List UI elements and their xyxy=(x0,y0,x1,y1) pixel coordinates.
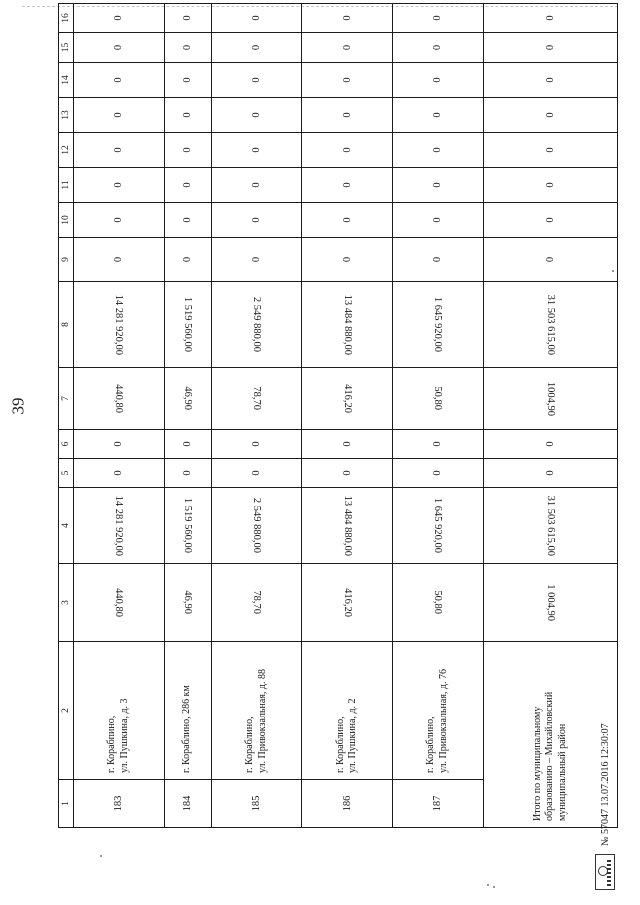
total-label-line: образованию – Михайловский xyxy=(544,691,556,821)
cell: 0 xyxy=(164,133,211,168)
cell: 0 xyxy=(393,63,484,98)
address-line: ул. Привокзальная, д. 88 xyxy=(256,668,268,773)
value-amount: 13 484 880,00 xyxy=(341,294,353,355)
cell: 0 xyxy=(393,4,484,33)
table-row xyxy=(164,4,211,828)
stamp-row xyxy=(590,620,620,890)
cell: 0 xyxy=(393,459,484,488)
total-value-cell xyxy=(483,282,617,368)
scan-speck xyxy=(100,855,102,857)
col-header: 8 xyxy=(59,282,74,368)
value-amount: 1 519 560,00 xyxy=(182,296,194,353)
row-number: 184 xyxy=(164,780,211,828)
value-cell xyxy=(164,282,211,368)
row-number: 183 xyxy=(74,780,165,828)
value-cell xyxy=(211,282,302,368)
scan-speck xyxy=(612,270,614,272)
cell: 0 xyxy=(483,98,617,133)
rotated-table-container xyxy=(58,13,618,828)
col-header: 6 xyxy=(59,430,74,459)
cell: 0 xyxy=(74,133,165,168)
cell: 0 xyxy=(74,430,165,459)
cell: 0 xyxy=(483,133,617,168)
cell: 0 xyxy=(211,168,302,203)
area-cell xyxy=(302,368,393,430)
cell: 0 xyxy=(164,98,211,133)
cell: 0 xyxy=(164,203,211,238)
area-value: 46,90 xyxy=(182,386,194,411)
table-row xyxy=(393,4,484,828)
address-line: г. Кораблино, xyxy=(334,716,346,773)
cell: 0 xyxy=(211,238,302,282)
area-value: 78,70 xyxy=(251,590,263,615)
address-line: ул. Пушкина, д. 2 xyxy=(347,698,359,773)
value-amount: 14 281 920,00 xyxy=(113,294,125,355)
value-cell xyxy=(74,282,165,368)
cell: 0 xyxy=(483,63,617,98)
table-row xyxy=(211,4,302,828)
cell: 0 xyxy=(393,238,484,282)
address-cell xyxy=(211,642,302,780)
cell: 0 xyxy=(393,430,484,459)
value-cell xyxy=(164,488,211,564)
value-cell xyxy=(211,488,302,564)
property-table xyxy=(58,3,618,828)
table-row xyxy=(302,4,393,828)
cell: 0 xyxy=(483,238,617,282)
cell: 0 xyxy=(483,203,617,238)
col-header: 5 xyxy=(59,459,74,488)
value-amount: 1 645 920,00 xyxy=(432,296,444,353)
value-cell xyxy=(302,488,393,564)
total-label-line: муниципальный район xyxy=(556,723,568,821)
cell: 0 xyxy=(393,203,484,238)
total-area-cell xyxy=(483,368,617,430)
area-value: 50,80 xyxy=(432,386,444,411)
col-header: 11 xyxy=(59,168,74,203)
value-cell xyxy=(302,282,393,368)
col-header: 15 xyxy=(59,33,74,63)
cell: 0 xyxy=(393,98,484,133)
value-amount: 1 645 920,00 xyxy=(432,497,444,554)
cell: 0 xyxy=(302,459,393,488)
page-number: 39 xyxy=(8,397,28,415)
cell: 0 xyxy=(393,33,484,63)
address-line: г. Корабпино, xyxy=(106,715,118,773)
area-value: 46,90 xyxy=(182,590,194,615)
area-cell xyxy=(302,564,393,642)
address-cell xyxy=(164,642,211,780)
col-header: 9 xyxy=(59,238,74,282)
cell: 0 xyxy=(483,168,617,203)
cell: 0 xyxy=(211,33,302,63)
cell: 0 xyxy=(302,168,393,203)
area-cell xyxy=(74,564,165,642)
cell: 0 xyxy=(302,4,393,33)
cell: 0 xyxy=(164,238,211,282)
total-label-line: Итого по муниципальному xyxy=(531,706,543,821)
value-amount: 14 281 920,00 xyxy=(113,495,125,556)
value-amount: 2 549 880,00 xyxy=(251,497,263,554)
col-header: 14 xyxy=(59,63,74,98)
address-line: г. Кораблино, xyxy=(425,716,437,773)
area-cell xyxy=(393,564,484,642)
row-number: 186 xyxy=(302,780,393,828)
total-area-value: 1004,90 xyxy=(544,381,556,416)
cell: 0 xyxy=(302,63,393,98)
registration-stamp xyxy=(590,620,620,890)
cell: 0 xyxy=(302,238,393,282)
area-cell xyxy=(211,564,302,642)
cell: 0 xyxy=(211,459,302,488)
col-header: 1 xyxy=(59,780,74,828)
cell: 0 xyxy=(74,168,165,203)
col-header: 4 xyxy=(59,488,74,564)
cell: 0 xyxy=(74,33,165,63)
table-row xyxy=(74,4,165,828)
total-value-amount: 31 503 615,00 xyxy=(544,495,556,556)
total-value-amount: 31 503 615,00 xyxy=(544,294,556,355)
area-cell xyxy=(393,368,484,430)
stamp-text: № 57047 13.07.2016 12:30:07 xyxy=(599,723,611,846)
address-cell xyxy=(74,642,165,780)
cell: 0 xyxy=(211,133,302,168)
cell: 0 xyxy=(483,459,617,488)
scan-speck xyxy=(493,886,495,888)
cell: 0 xyxy=(302,133,393,168)
cell: 0 xyxy=(74,98,165,133)
total-area-value: 1 004,90 xyxy=(544,584,556,621)
value-cell xyxy=(393,282,484,368)
cell: 0 xyxy=(211,98,302,133)
value-amount: 2 549 880,00 xyxy=(251,296,263,353)
cell: 0 xyxy=(302,98,393,133)
address-line: г. Кораблино, 286 км xyxy=(181,685,193,773)
col-header: 13 xyxy=(59,98,74,133)
cell: 0 xyxy=(483,430,617,459)
col-header: 7 xyxy=(59,368,74,430)
row-number: 185 xyxy=(211,780,302,828)
value-cell xyxy=(74,488,165,564)
cell: 0 xyxy=(74,63,165,98)
cell: 0 xyxy=(211,430,302,459)
cell: 0 xyxy=(164,430,211,459)
area-cell xyxy=(211,368,302,430)
col-header: 3 xyxy=(59,564,74,642)
cell: 0 xyxy=(393,133,484,168)
header-row xyxy=(59,4,74,828)
value-amount: 13 484 880,00 xyxy=(341,495,353,556)
col-header: 2 xyxy=(59,642,74,780)
area-value: 416,20 xyxy=(341,384,353,413)
area-value: 440,80 xyxy=(113,588,125,617)
area-value: 50,80 xyxy=(432,590,444,615)
cell: 0 xyxy=(211,63,302,98)
total-value-cell xyxy=(483,488,617,564)
cell: 0 xyxy=(211,4,302,33)
registry-logo-icon xyxy=(595,854,615,890)
cell: 0 xyxy=(302,33,393,63)
cell: 0 xyxy=(74,459,165,488)
address-cell xyxy=(302,642,393,780)
address-cell xyxy=(393,642,484,780)
cell: 0 xyxy=(164,459,211,488)
cell: 0 xyxy=(211,203,302,238)
area-cell xyxy=(164,564,211,642)
area-cell xyxy=(164,368,211,430)
cell: 0 xyxy=(74,238,165,282)
value-amount: 1 519 560,00 xyxy=(182,497,194,554)
address-line: ул. Привокзальная, д. 76 xyxy=(437,668,449,773)
cell: 0 xyxy=(74,4,165,33)
area-cell xyxy=(74,368,165,430)
value-cell xyxy=(393,488,484,564)
address-line: ул. Пушкина, д. 3 xyxy=(118,698,130,773)
cell: 0 xyxy=(164,63,211,98)
col-header: 10 xyxy=(59,203,74,238)
cell: 0 xyxy=(164,4,211,33)
col-header: 16 xyxy=(59,4,74,33)
cell: 0 xyxy=(164,168,211,203)
scan-speck xyxy=(487,884,489,886)
cell: 0 xyxy=(302,203,393,238)
row-number: 187 xyxy=(393,780,484,828)
area-value: 78,70 xyxy=(251,386,263,411)
address-line: г. Кораблино, xyxy=(244,716,256,773)
cell: 0 xyxy=(164,33,211,63)
cell: 0 xyxy=(74,203,165,238)
cell: 0 xyxy=(302,430,393,459)
area-value: 416,20 xyxy=(341,588,353,617)
cell: 0 xyxy=(393,168,484,203)
cell: 0 xyxy=(483,33,617,63)
area-value: 440,80 xyxy=(113,384,125,413)
col-header: 12 xyxy=(59,133,74,168)
cell: 0 xyxy=(483,4,617,33)
